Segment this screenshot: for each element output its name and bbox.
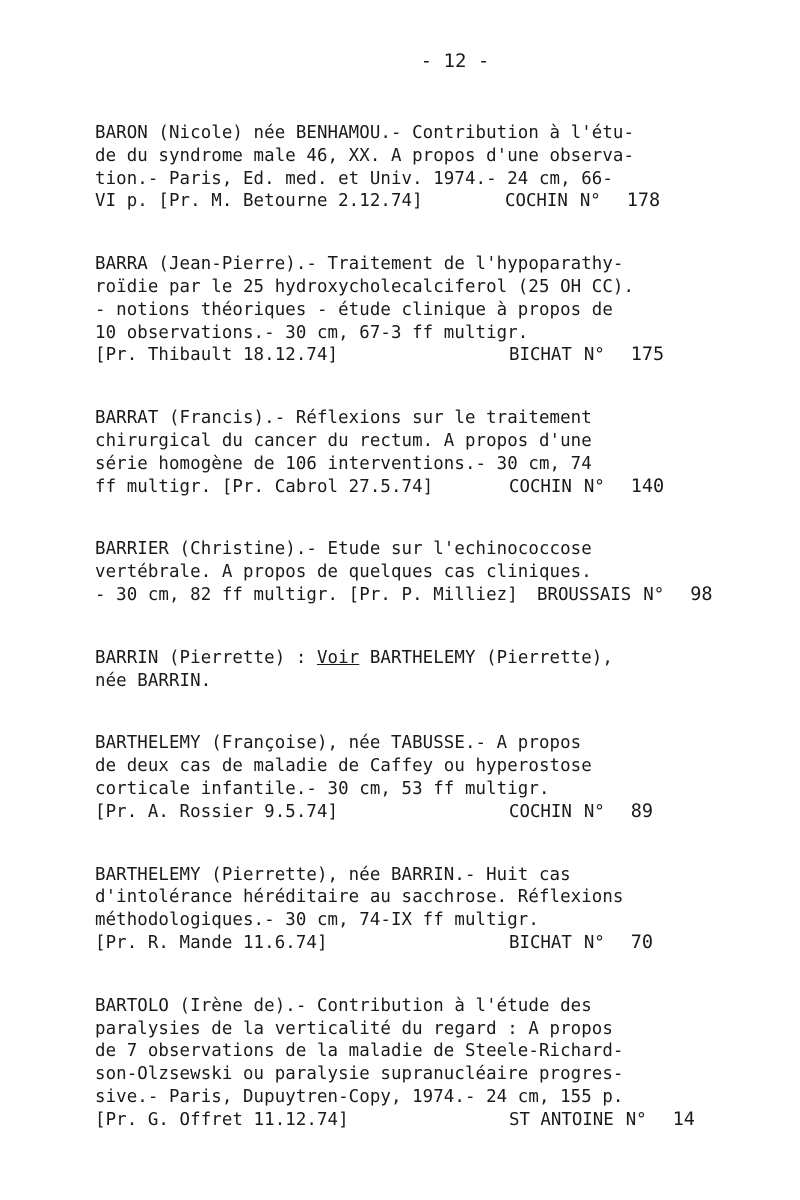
entry-line: BARTOLO (Irène de).- Contribution à l'étude des bbox=[95, 995, 592, 1016]
entry-line: son-Olzsewski ou paralysie supranucléaire progres- bbox=[95, 1064, 624, 1085]
catalog-entry bbox=[95, 995, 735, 1132]
library-name: COCHIN bbox=[509, 476, 572, 497]
entry-line: [Pr. Thibault 18.12.74] bbox=[95, 345, 339, 366]
entry-line: d'intolérance héréditaire au sacchrose. Réflexions bbox=[95, 887, 624, 908]
entry-line: série homogène de 106 interventions.- 30 cm, 74 bbox=[95, 453, 592, 474]
number-label: N° bbox=[583, 932, 605, 953]
entry-line: BARRAT (Francis).- Réflexions sur le traitement bbox=[95, 408, 592, 429]
thesis-number: 98 bbox=[690, 583, 713, 605]
entry-line: née BARRIN. bbox=[95, 670, 212, 691]
entry-line: BARRIER (Christine).- Etude sur l'echinococcose bbox=[95, 539, 592, 560]
entry-line: de 7 observations de la maladie de Steele-Richard- bbox=[95, 1041, 624, 1062]
entry-line: [Pr. G. Offret 11.12.74] bbox=[95, 1109, 349, 1130]
entry-line: chirurgical du cancer du rectum. A propos d'une bbox=[95, 430, 592, 451]
thesis-number: 140 bbox=[630, 475, 665, 497]
entry-line: BARTHELEMY (Pierrette), née BARRIN.- Huit cas bbox=[95, 864, 571, 885]
thesis-number: 89 bbox=[630, 800, 654, 822]
library-name: BICHAT bbox=[509, 932, 572, 953]
entry-line: - 30 cm, 82 ff multigr. [Pr. P. Milliez] bbox=[95, 584, 518, 605]
thesis-number: 70 bbox=[630, 931, 654, 953]
entry-line: ff multigr. [Pr. Cabrol 27.5.74] bbox=[95, 476, 434, 497]
catalog-entry bbox=[95, 732, 735, 823]
entry-line: VI p. [Pr. M. Betourne 2.12.74] bbox=[95, 191, 423, 212]
see-reference-link: Voir bbox=[316, 647, 360, 668]
entry-line: BARRA (Jean-Pierre).- Traitement de l'hypoparathy- bbox=[95, 254, 624, 275]
entry-line: [Pr. R. Mande 11.6.74] bbox=[95, 932, 328, 953]
catalog-entry bbox=[95, 864, 735, 955]
entry-line bbox=[95, 647, 735, 670]
entry-line: 10 observations.- 30 cm, 67-3 ff multigr. bbox=[95, 322, 529, 343]
entry-name: BARRIN (Pierrette) : bbox=[95, 647, 317, 668]
number-label: N° bbox=[583, 801, 605, 822]
library-reference bbox=[537, 584, 712, 607]
library-name: BROUSSAIS bbox=[537, 584, 632, 605]
entry-line: BARTHELEMY (Françoise), née TABUSSE.- A propos bbox=[95, 733, 582, 754]
library-reference bbox=[505, 190, 660, 213]
catalog-entries bbox=[95, 122, 735, 1172]
entry-line: de du syndrome male 46, XX. A propos d'une observa- bbox=[95, 145, 635, 166]
catalog-entry bbox=[95, 407, 735, 498]
catalog-entry bbox=[95, 538, 735, 606]
entry-line: paralysies de la verticalité du regard : A propos bbox=[95, 1018, 613, 1039]
page-number: - 12 - bbox=[420, 50, 490, 72]
library-reference bbox=[509, 932, 653, 955]
entry-line: vertébrale. A propos de quelques cas cliniques. bbox=[95, 562, 592, 583]
entry-line: - notions théoriques - étude clinique à propos de bbox=[95, 299, 613, 320]
number-label: N° bbox=[583, 345, 605, 366]
thesis-number: 178 bbox=[626, 190, 661, 212]
library-reference bbox=[509, 344, 664, 367]
entry-line: méthodologiques.- 30 cm, 74-IX ff multigr. bbox=[95, 910, 539, 931]
library-reference bbox=[509, 801, 653, 824]
number-label: N° bbox=[583, 476, 605, 497]
entry-line: corticale infantile.- 30 cm, 53 ff multigr. bbox=[95, 778, 550, 799]
number-label: N° bbox=[579, 191, 601, 212]
catalog-entry bbox=[95, 253, 735, 367]
library-name: ST ANTOINE bbox=[509, 1109, 614, 1130]
thesis-number: 175 bbox=[630, 344, 665, 366]
entry-line: tion.- Paris, Ed. med. et Univ. 1974.- 24 cm, 66- bbox=[95, 168, 613, 189]
entry-reference-target: BARTHELEMY (Pierrette), bbox=[359, 647, 613, 668]
entry-line: roïdie par le 25 hydroxycholecalciferol (25 OH CC). bbox=[95, 276, 635, 297]
library-name: COCHIN bbox=[509, 801, 572, 822]
entry-line: sive.- Paris, Dupuytren-Copy, 1974.- 24 cm, 155 p. bbox=[95, 1086, 624, 1107]
thesis-number: 14 bbox=[672, 1108, 695, 1130]
entry-line: BARON (Nicole) née BENHAMOU.- Contribution à l'étu- bbox=[95, 123, 635, 143]
library-name: COCHIN bbox=[505, 191, 568, 212]
number-label: N° bbox=[625, 1109, 647, 1130]
library-reference bbox=[509, 1109, 695, 1132]
cross-reference-entry bbox=[95, 647, 735, 693]
library-name: BICHAT bbox=[509, 345, 572, 366]
entry-line: [Pr. A. Rossier 9.5.74] bbox=[95, 801, 339, 822]
entry-line: de deux cas de maladie de Caffey ou hyperostose bbox=[95, 756, 592, 777]
catalog-entry bbox=[95, 122, 735, 213]
number-label: N° bbox=[643, 584, 665, 605]
library-reference bbox=[509, 476, 664, 499]
